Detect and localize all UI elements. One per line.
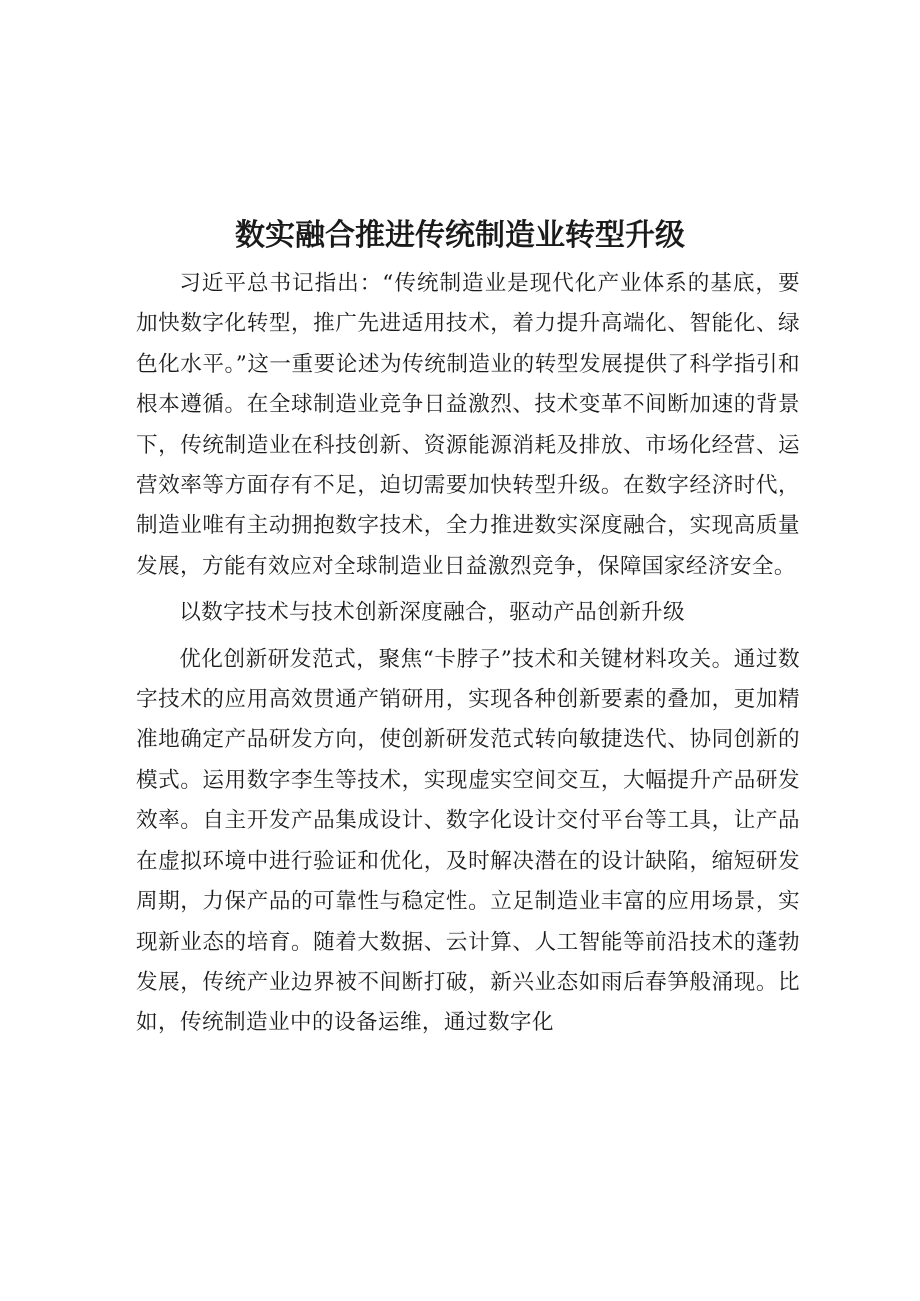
document-body bbox=[136, 264, 800, 1044]
intro-paragraph: 习近平总书记指出：“传统制造业是现代化产业体系的基底，要加快数字化转型，推广先进适用技术，着力提升高端化、智能化、绿色化水平。”这一重要论述为传统制造业的转型发展提供了科学指引和根本遵循。在全球制造业竞争日益激烈、技术变革不间断加速的背景下，传统制造业在科技创新、资源能源消耗及排放、市场化经营、运营效率等方面存有不足，迫切需要加快转型升级。在数字经济时代，制造业唯有主动拥抱数字技术，全力推进数实深度融合，实现高质量发展，方能有效应对全球制造业日益激烈竞争，保障国家经济安全。 bbox=[136, 271, 800, 579]
section-paragraph: 优化创新研发范式，聚焦“卡脖子”技术和关键材料攻关。通过数字技术的应用高效贯通产销研用，实现各种创新要素的叠加，更加精准地确定产品研发方向，使创新研发范式转向敏捷迭代、协同创新的模式。运用数字李生等技术，实现虚实空间交互，大幅提升产品研发效率。自主开发产品集成设计、数字化设计交付平台等工具，让产品在虚拟环境中进行验证和优化，及时解决潜在的设计缺陷，缩短研发周期，力保产品的可靠性与稳定性。立足制造业丰富的应用场景，实现新业态的培育。随着大数据、云计算、人工智能等前沿技术的蓬勃发展，传统产业边界被不间断打破，新兴业态如雨后春笋般涌现。比如，传统制造业中的设备运维，通过数字化 bbox=[136, 646, 800, 1036]
document-title: 数实融合推进传统制造业转型升级 bbox=[235, 218, 685, 253]
section-heading: 以数字技术与技术创新深度融合，驱动产品创新升级 bbox=[179, 600, 686, 626]
